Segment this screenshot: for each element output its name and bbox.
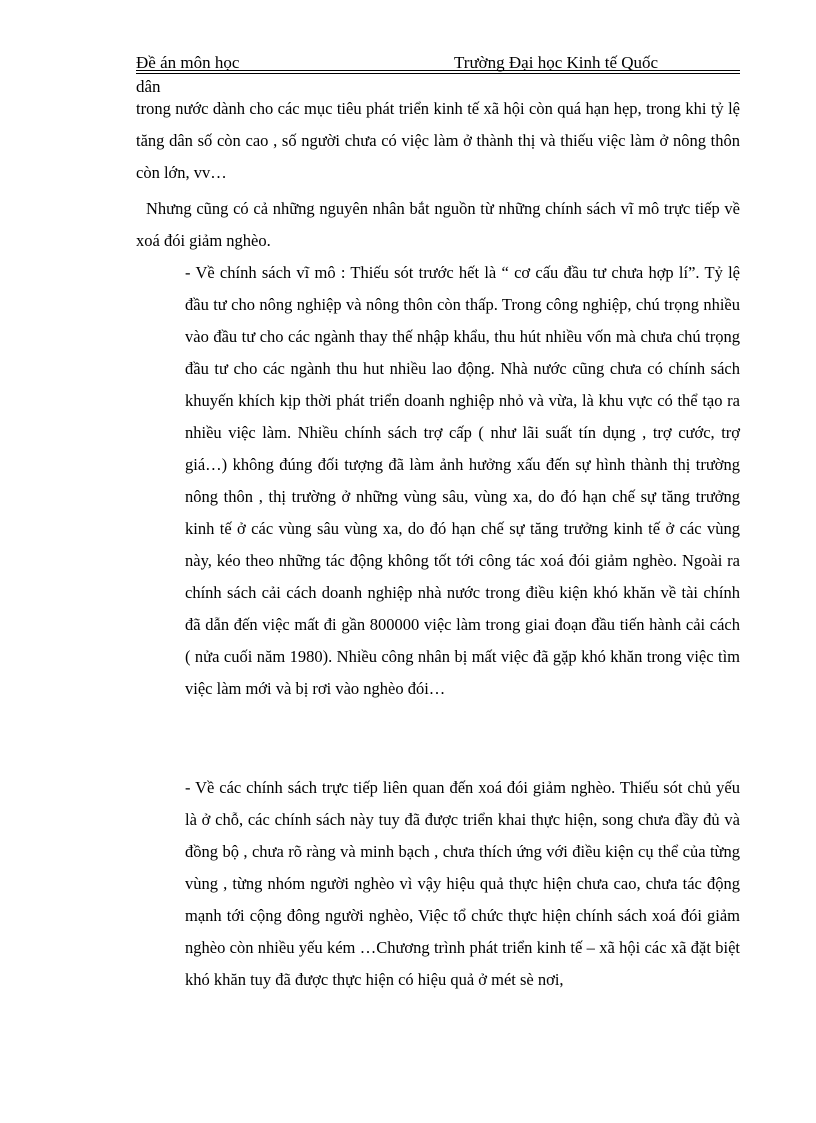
header-course-title: Đề án môn học — [136, 53, 240, 72]
header-university-name-continuation: dân — [136, 77, 161, 96]
paragraph-macro-policy: - Về chính sách vĩ mô : Thiếu sót trước hết là “ cơ cấu đầu tư chưa hợp lí”. Tỷ lệ đầu tư cho nông nghiệp và nông thôn còn thấp. Trong công nghiệp, chú trọng nhiều vào đầu tư cho các ngành thay thế nhập khẩu, thu hút nhiều vốn mà chưa chú trọng đầu tư cho các ngành thu hut nhiều lao động. Nhà nước cũng chưa có chính sách khuyến khích kịp thời phát triển doanh nghiệp nhỏ và vừa, là khu vực có thể tạo ra nhiều việc làm. Nhiều chính sách trợ cấp ( như lãi suất tín dụng , trợ cước, trợ giá…) không đúng đối tượng đã làm ảnh hưởng xấu đến sự hình thành thị trường nông thôn , thị trường ở những vùng sâu, vùng xa, do đó hạn chế sự tăng trưởng kinh tế ở các vùng sâu vùng xa, do đó hạn chế sự tăng trưởng kinh tế ở các vùng này, kéo theo những tác động không tốt tới công tác xoá đói giảm nghèo. Ngoài ra chính sách cải cách doanh nghiệp nhà nước trong điều kiện khó khăn về tài chính đã dẫn đến việc mất đi gần 800000 việc làm trong giai đoạn đầu tiến hành cải cách ( nửa cuối năm 1980). Nhiều công nhân bị mất việc đã gặp khó khăn trong việc tìm việc làm mới và bị rơi vào nghèo đói… — [185, 263, 740, 698]
paragraph-direct-policy: - Về các chính sách trực tiếp liên quan đến xoá đói giảm nghèo. Thiếu sót chủ yếu là ở chỗ, các chính sách này tuy đã được triển khai thực hiện, song chưa đầy đủ và đồng bộ , chưa rõ ràng và minh bạch , chưa thích ứng với điều kiện cụ thể của từng vùng , từng nhóm người nghèo vì vậy hiệu quả thực hiện chưa cao, chưa tác động mạnh tới cộng đông người nghèo, Việc tổ chức thực hiện chính sách xoá đói giảm nghèo còn nhiều yếu kém …Chương trình phát triển kinh tế – xã hội các xã đặt biệt khó khăn tuy đã được thực hiện có hiệu quả ở mét sè nơi, — [185, 778, 740, 989]
paragraph-1: trong nước dành cho các mục tiêu phát triển kinh tế xã hội còn quá hạn hẹp, trong khi tỷ lệ tăng dân số còn cao , số người chưa có việc làm ở thành thị và thiếu việc làm ở nông thôn còn lớn, vv… — [136, 99, 740, 182]
paragraph-2: Nhưng cũng có cả những nguyên nhân bắt nguồn từ những chính sách vĩ mô trực tiếp về xoá đói giảm nghèo. — [136, 199, 740, 250]
page-header — [136, 52, 740, 74]
header-university-name: Trường Đại học Kinh tế Quốc — [454, 53, 659, 72]
header-double-rule — [136, 70, 740, 74]
